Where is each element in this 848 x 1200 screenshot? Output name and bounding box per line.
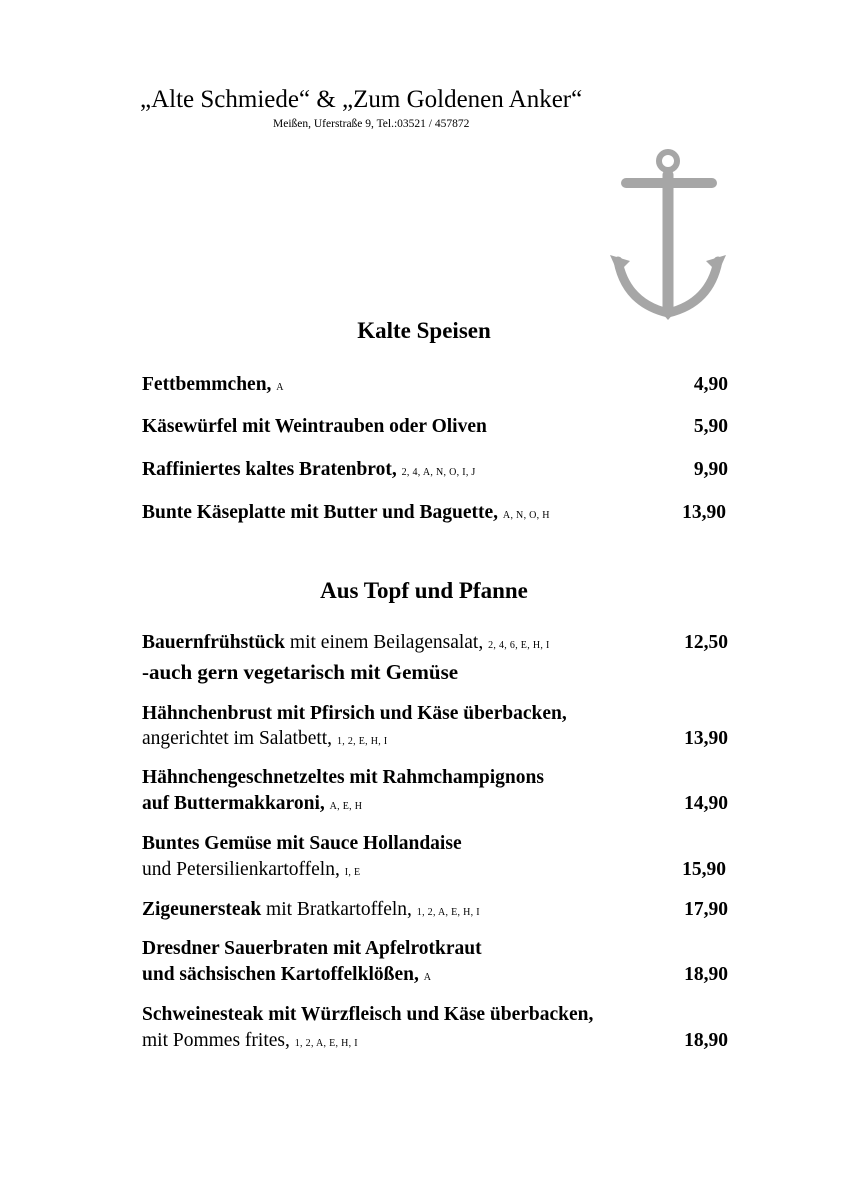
menu-item-haehnchengeschnetzeltes bbox=[142, 767, 544, 789]
menu-item-fettbemmchen bbox=[142, 374, 284, 396]
item-price: 15,90 bbox=[682, 859, 726, 880]
item-price: 4,90 bbox=[693, 374, 728, 395]
item-price: 13,90 bbox=[682, 502, 726, 523]
anchor-icon bbox=[604, 145, 732, 320]
item-allergens: A bbox=[423, 972, 432, 983]
menu-item-bratenbrot bbox=[142, 459, 476, 481]
item-description: mit einem Beilagensalat, bbox=[289, 632, 484, 653]
item-name: Buntes Gemüse mit Sauce Hollandaise bbox=[142, 833, 462, 854]
item-name: Hähnchengeschnetzeltes mit Rahmchampignons bbox=[142, 767, 544, 788]
item-note: -auch gern vegetarisch mit Gemüse bbox=[142, 660, 459, 684]
item-allergens: 1, 2, E, H, I bbox=[336, 736, 388, 747]
item-allergens: 2, 4, 6, E, H, I bbox=[488, 640, 550, 651]
header-title: „Alte Schmiede“ & „Zum Goldenen Anker“ bbox=[140, 86, 583, 113]
item-price: 13,90 bbox=[684, 728, 728, 749]
item-name-line2 bbox=[142, 793, 362, 815]
item-name: Fettbemmchen, bbox=[142, 374, 272, 395]
item-price: 9,90 bbox=[693, 459, 728, 480]
item-name: Schweinesteak mit Würzfleisch und Käse überbacken, bbox=[142, 1004, 594, 1025]
item-description: mit Bratkartoffeln, bbox=[266, 899, 412, 920]
menu-item-sauerbraten bbox=[142, 938, 482, 960]
item-allergens: A, N, O, H bbox=[502, 510, 550, 521]
menu-item-kaesewuerfel bbox=[142, 416, 487, 438]
item-price: 14,90 bbox=[684, 793, 728, 814]
item-price: 18,90 bbox=[684, 964, 728, 985]
item-description: mit Pommes frites, bbox=[142, 1030, 290, 1051]
item-name: Dresdner Sauerbraten mit Apfelrotkraut bbox=[142, 938, 482, 959]
menu-item-zigeunersteak bbox=[142, 899, 480, 921]
item-name: Zigeunersteak bbox=[142, 899, 262, 920]
item-name: Käsewürfel mit Weintrauben oder Oliven bbox=[142, 416, 487, 437]
item-description: und Petersilienkartoffeln, bbox=[142, 859, 340, 880]
item-description-line bbox=[142, 1030, 358, 1052]
item-name: Bunte Käseplatte mit Butter und Baguette, bbox=[142, 502, 499, 523]
item-name-continued: auf Buttermakkaroni, bbox=[142, 793, 325, 814]
menu-item-kaeseplatte bbox=[142, 502, 550, 524]
section-title-aus-topf-und-pfanne: Aus Topf und Pfanne bbox=[320, 578, 528, 603]
item-price: 5,90 bbox=[693, 416, 728, 437]
item-name-continued: und sächsischen Kartoffelklößen, bbox=[142, 964, 419, 985]
item-name: Bauernfrühstück bbox=[142, 632, 286, 653]
item-description: angerichtet im Salatbett, bbox=[142, 728, 333, 749]
item-description-line bbox=[142, 728, 388, 750]
item-allergens: 1, 2, A, E, H, I bbox=[416, 907, 480, 918]
item-price: 18,90 bbox=[684, 1030, 728, 1051]
item-allergens: I, E bbox=[344, 867, 361, 878]
item-description-line bbox=[142, 859, 360, 881]
item-name-line2 bbox=[142, 964, 431, 986]
menu-item-haehnchenbrust bbox=[142, 703, 567, 725]
item-name: Hähnchenbrust mit Pfirsich und Käse überbacken, bbox=[142, 703, 567, 724]
section-title-kalte-speisen: Kalte Speisen bbox=[357, 318, 491, 343]
item-price: 17,90 bbox=[684, 899, 728, 920]
item-allergens: 2, 4, A, N, O, I, J bbox=[401, 467, 476, 478]
item-allergens: A bbox=[276, 382, 284, 393]
menu-item-bauernfruehstueck bbox=[142, 632, 550, 654]
menu-item-buntes-gemuese bbox=[142, 833, 462, 855]
item-name: Raffiniertes kaltes Bratenbrot, bbox=[142, 459, 397, 480]
item-allergens: 1, 2, A, E, H, I bbox=[294, 1038, 358, 1049]
header-address: Meißen, Uferstraße 9, Tel.:03521 / 457872 bbox=[273, 118, 470, 130]
item-price: 12,50 bbox=[684, 632, 728, 653]
menu-item-schweinesteak bbox=[142, 1004, 593, 1026]
item-allergens: A, E, H bbox=[329, 801, 363, 812]
